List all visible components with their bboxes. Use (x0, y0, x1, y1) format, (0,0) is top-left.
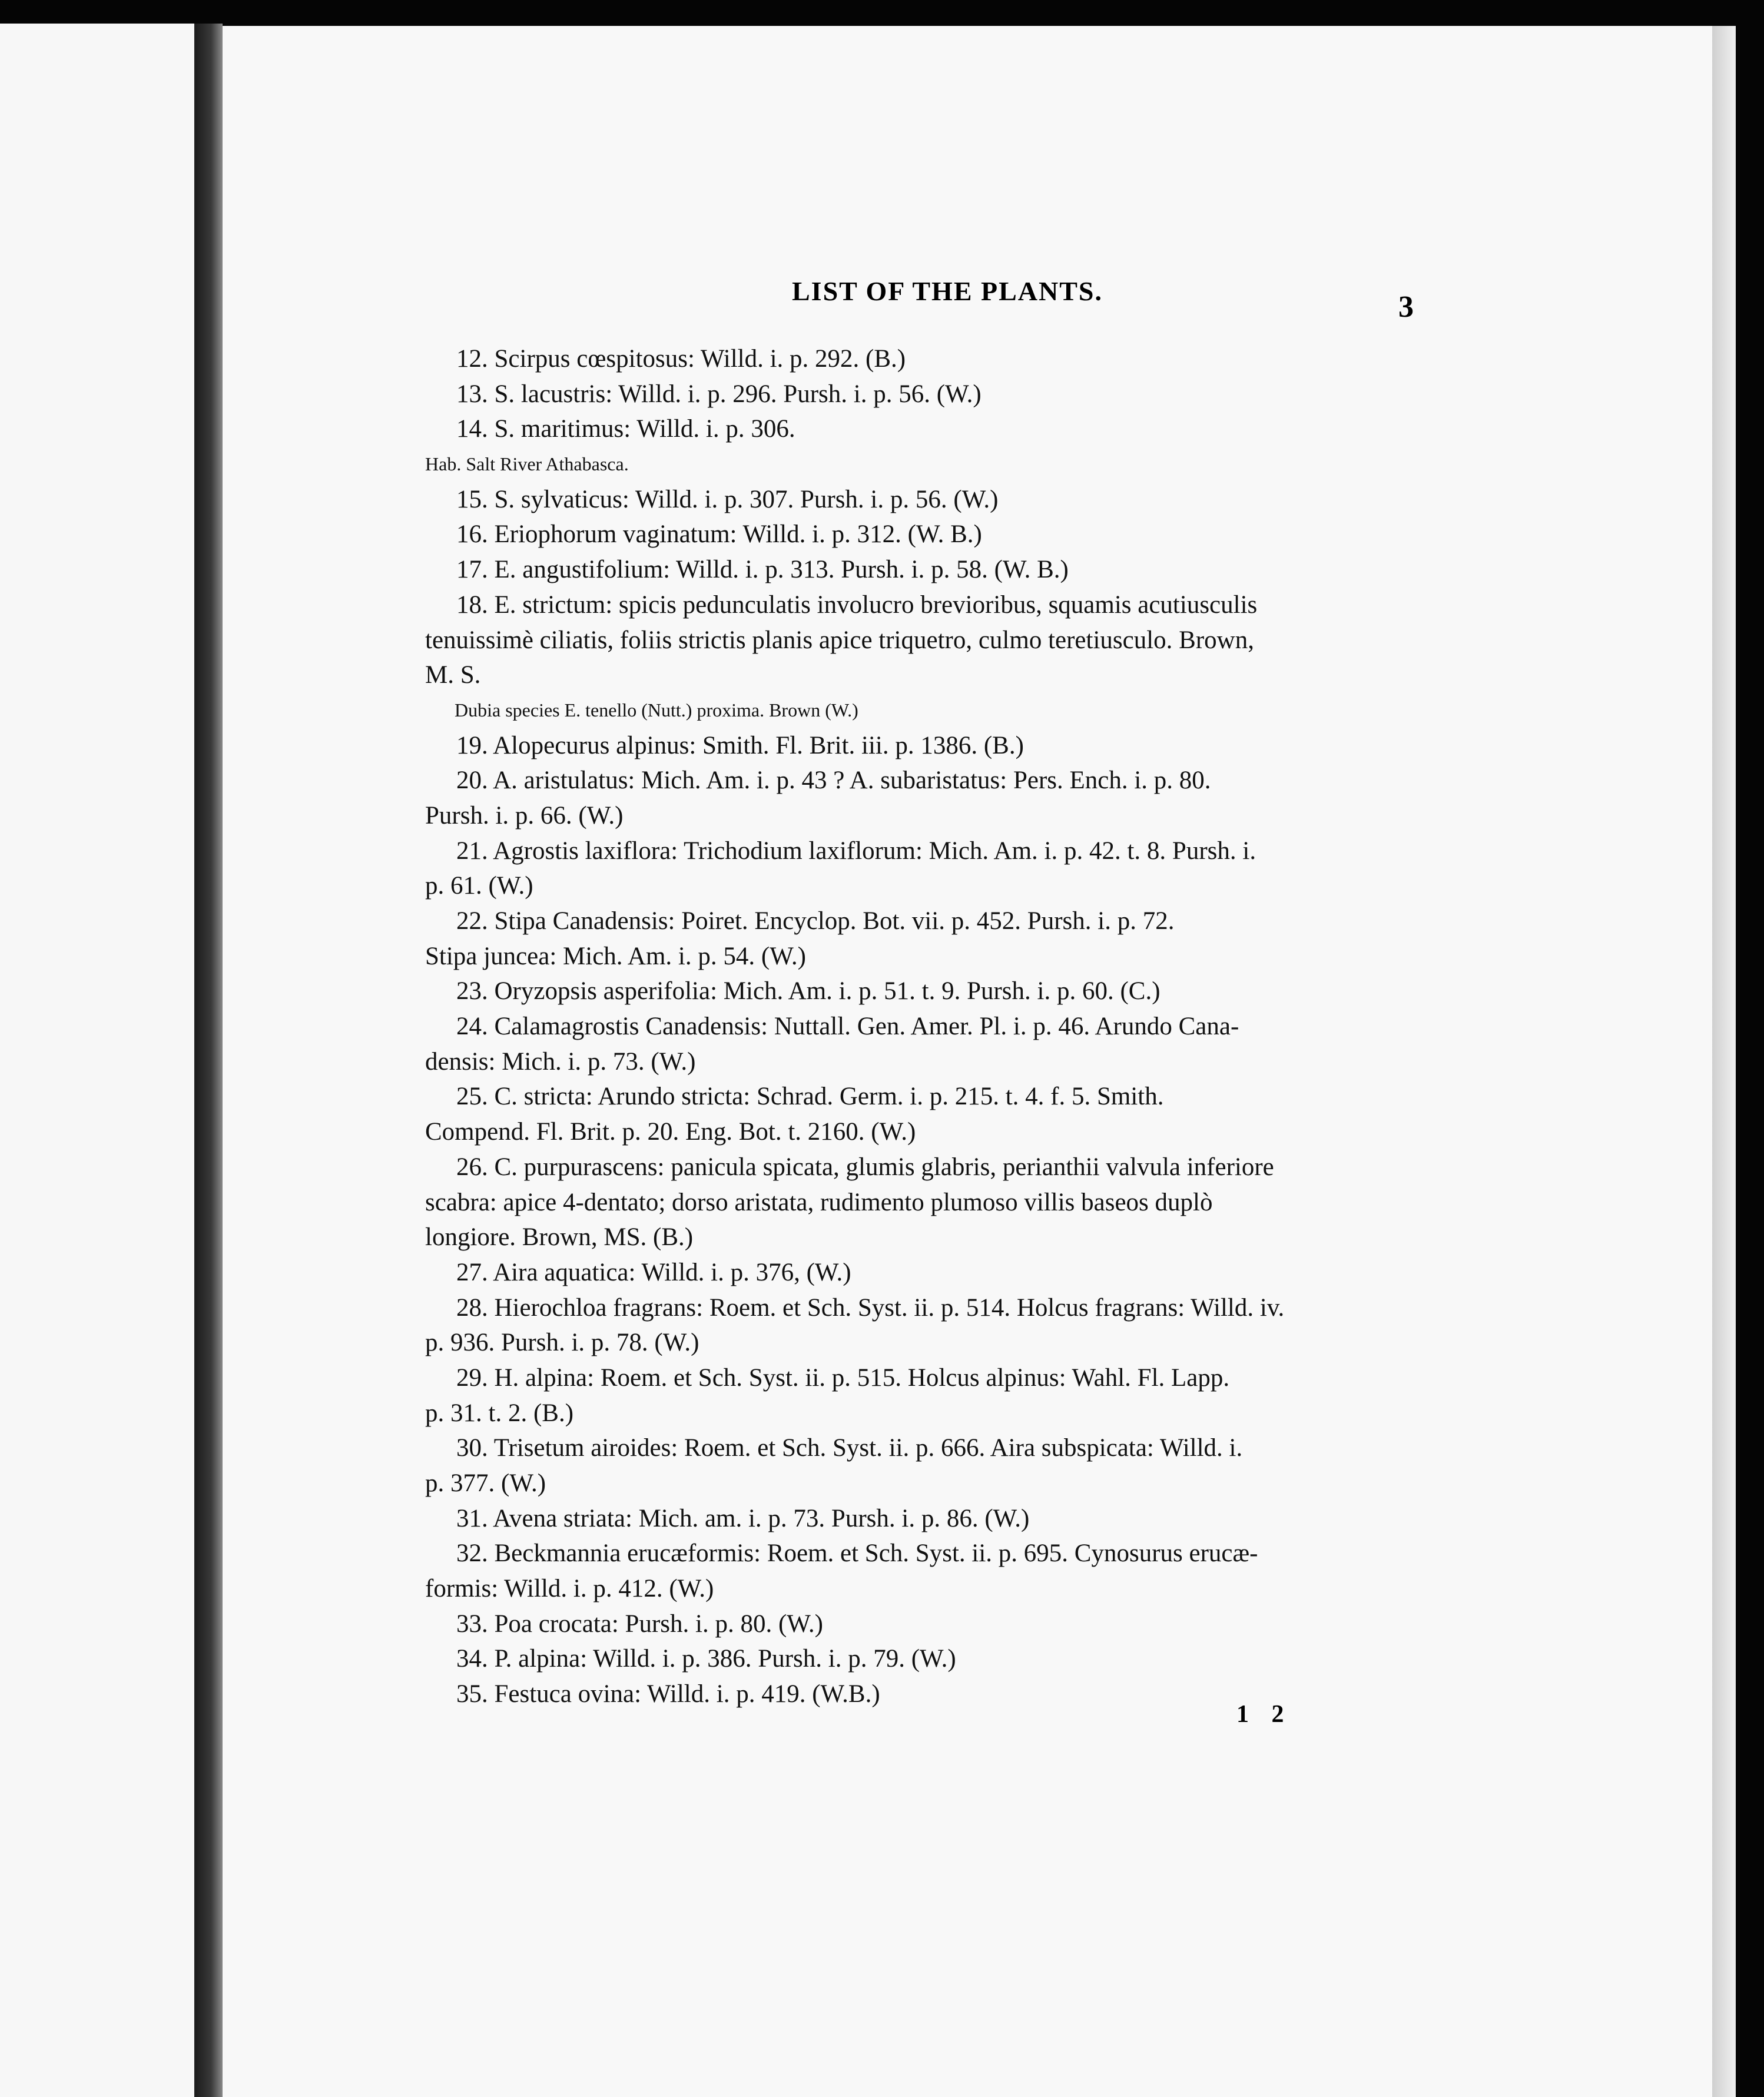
running-header: LIST OF THE PLANTS. (792, 276, 1103, 306)
text-line: Hab. Salt River Athabasca. (425, 453, 629, 475)
text-line: 23. Oryzopsis asperifolia: Mich. Am. i. p. 51. t. 9. Pursh. i. p. 60. (C.) (456, 977, 1160, 1006)
text-line: p. 61. (W.) (425, 872, 533, 900)
text-line: 33. Poa crocata: Pursh. i. p. 80. (W.) (456, 1610, 823, 1638)
left-page-edge (0, 24, 194, 2097)
text-line: Pursh. i. p. 66. (W.) (425, 801, 624, 829)
text-line: 28. Hierochloa fragrans: Roem. et Sch. Syst. ii. p. 514. Holcus fragrans: Willd. iv. (456, 1293, 1285, 1322)
text-line: p. 31. t. 2. (B.) (425, 1399, 574, 1427)
text-line: Compend. Fl. Brit. p. 20. Eng. Bot. t. 2160. (W.) (425, 1118, 916, 1146)
page-number: 3 (1398, 290, 1414, 324)
plant-list (425, 341, 1412, 1712)
text-line: 35. Festuca ovina: Willd. i. p. 419. (W.B.) (456, 1680, 880, 1708)
text-line: 31. Avena striata: Mich. am. i. p. 73. Pursh. i. p. 86. (W.) (456, 1504, 1030, 1532)
text-line: 20. A. aristulatus: Mich. Am. i. p. 43 ? A. subaristatus: Pers. Ench. i. p. 80. (456, 767, 1211, 795)
text-line: 14. S. maritimus: Willd. i. p. 306. (456, 415, 795, 443)
text-line: 29. H. alpina: Roem. et Sch. Syst. ii. p. 515. Holcus alpinus: Wahl. Fl. Lapp. (456, 1363, 1230, 1392)
text-line: formis: Willd. i. p. 412. (W.) (425, 1575, 714, 1603)
text-line: 13. S. lacustris: Willd. i. p. 296. Pursh. i. p. 56. (W.) (456, 380, 982, 408)
page-right-edge (1712, 26, 1736, 2097)
text-line: 34. P. alpina: Willd. i. p. 386. Pursh. i. p. 79. (W.) (456, 1645, 956, 1673)
text-line: M. S. (425, 661, 481, 689)
text-line: Stipa juncea: Mich. Am. i. p. 54. (W.) (425, 942, 806, 970)
text-line: 12. Scirpus cœspitosus: Willd. i. p. 292. (B.) (456, 345, 906, 373)
signature-mark: 1 2 (1236, 1701, 1292, 1728)
book-gutter (194, 24, 223, 2097)
text-line: 15. S. sylvaticus: Willd. i. p. 307. Pursh. i. p. 56. (W.) (456, 485, 999, 513)
text-line: p. 377. (W.) (425, 1469, 546, 1497)
text-line: densis: Mich. i. p. 73. (W.) (425, 1047, 696, 1076)
text-line: p. 936. Pursh. i. p. 78. (W.) (425, 1329, 699, 1357)
text-line: 22. Stipa Canadensis: Poiret. Encyclop. Bot. vii. p. 452. Pursh. i. p. 72. (456, 907, 1175, 935)
text-line: 30. Trisetum airoides: Roem. et Sch. Syst. ii. p. 666. Aira subspicata: Willd. i. (456, 1434, 1243, 1462)
text-line: 16. Eriophorum vaginatum: Willd. i. p. 312. (W. B.) (456, 520, 982, 549)
text-line: longiore. Brown, MS. (B.) (425, 1223, 694, 1252)
text-line: 18. E. strictum: spicis pedunculatis involucro brevioribus, squamis acutiusculis (456, 590, 1258, 619)
text-line: 24. Calamagrostis Canadensis: Nuttall. Gen. Amer. Pl. i. p. 46. Arundo Cana- (456, 1013, 1239, 1041)
text-line: 27. Aira aquatica: Willd. i. p. 376, (W.) (456, 1258, 851, 1286)
text-line: 32. Beckmannia erucæformis: Roem. et Sch. Syst. ii. p. 695. Cynosurus erucæ- (456, 1539, 1258, 1568)
text-line: Dubia species E. tenello (Nutt.) proxima. Brown (W.) (455, 699, 858, 721)
text-line: scabra: apice 4-dentato; dorso aristata, rudimento plumoso villis baseos duplò (425, 1188, 1213, 1216)
text-line: 26. C. purpurascens: panicula spicata, glumis glabris, perianthii valvula inferiore (456, 1153, 1274, 1181)
text-line: 25. C. stricta: Arundo stricta: Schrad. Germ. i. p. 215. t. 4. f. 5. Smith. (456, 1083, 1164, 1111)
text-line: 19. Alopecurus alpinus: Smith. Fl. Brit. iii. p. 1386. (B.) (456, 731, 1024, 759)
text-line: tenuissimè ciliatis, foliis strictis planis apice triquetro, culmo teretiusculo. Brown, (425, 626, 1254, 654)
text-line: 17. E. angustifolium: Willd. i. p. 313. Pursh. i. p. 58. (W. B.) (456, 556, 1069, 584)
text-line: 21. Agrostis laxiflora: Trichodium laxiflorum: Mich. Am. i. p. 42. t. 8. Pursh. i. (456, 837, 1256, 865)
